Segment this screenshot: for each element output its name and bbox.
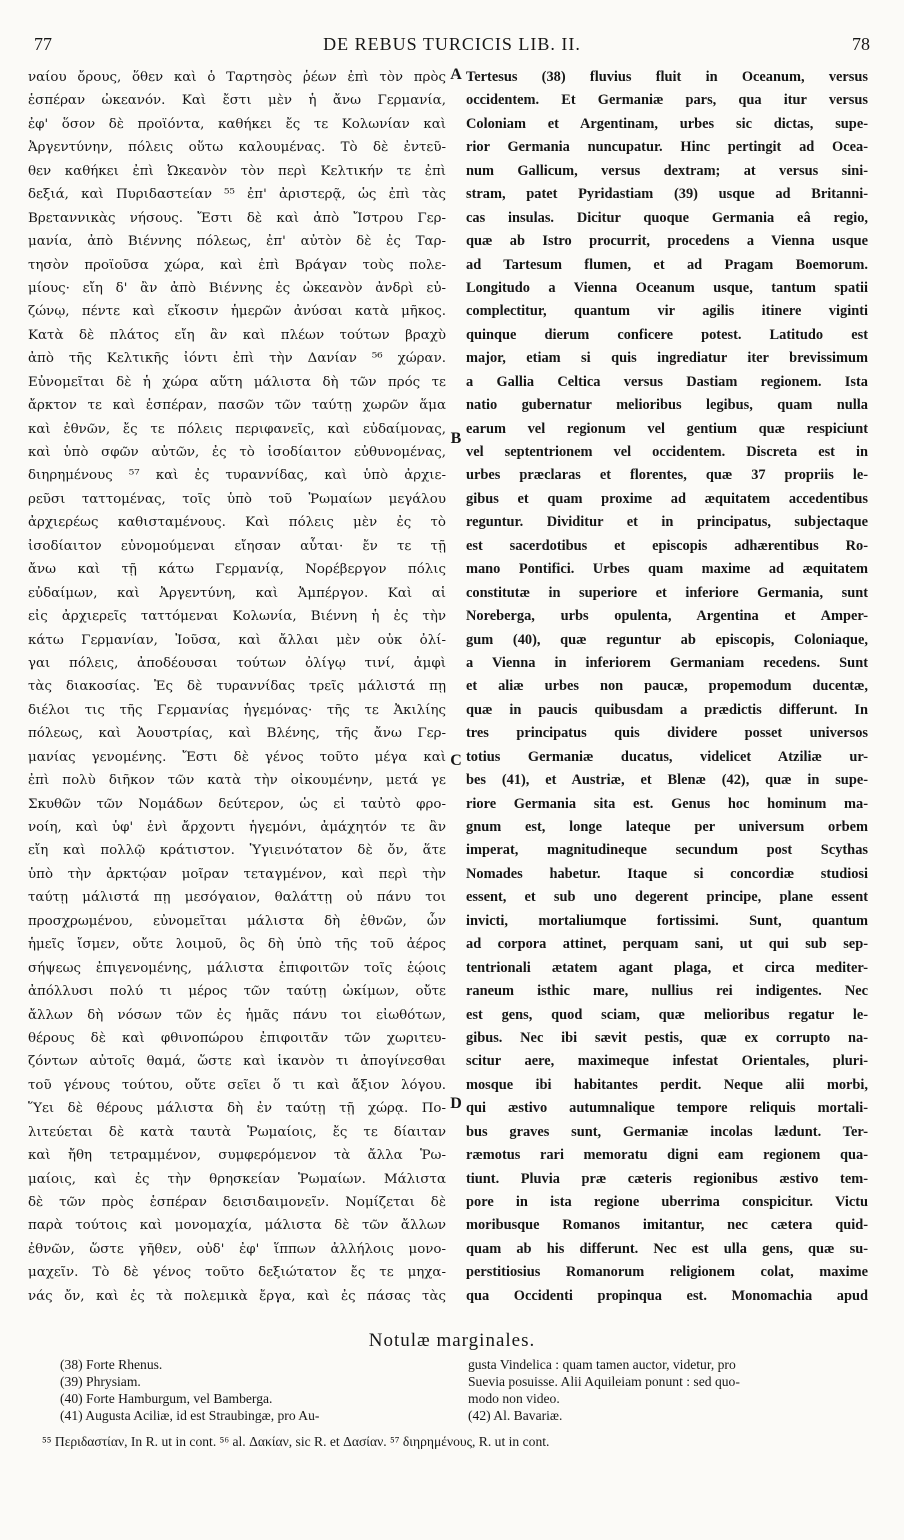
latin-text-line: raneum isthic mare, nullius rei indigentes. Nec (466, 983, 868, 1000)
greek-text-line: ζώνῳ, πέντε καὶ εἴκοσιν ἡμερῶν ἀνύσαι κατὰ μῆκος. (28, 304, 446, 320)
greek-text-line: νοίη, καὶ ὑφ' ἑνὶ ἄρχοντι ἡγεμόνι, ἀμάχητόν τε ἂν (28, 820, 446, 835)
latin-text-line: qua Occidenti propinqua est. Monomachia apud (466, 1287, 868, 1304)
marginal-note-line: modo non video. (468, 1391, 560, 1406)
greek-text-line: ἐθνῶν, ὥστε γῆθεν, οὐδ' ἐφ' ἵππων ἀλλήλοις μονο- (28, 1241, 446, 1257)
greek-text-line: ζόντων αὐτοῖς θαμά, ὥστε καὶ ἱκανὸν τι ἀπογίνεσθαι (28, 1054, 446, 1070)
greek-text-line: μαίοις, καὶ ἐς τὴν θρησκείαν Ῥωμαίων. Μάλιστα (28, 1171, 446, 1187)
greek-text-line: Σκυθῶν τῶν Νομάδων δεύτερον, ὡς εἰ ταὐτὸ φρο- (28, 796, 446, 812)
greek-text-line: Ὕει δὲ θέρους μάλιστα δὴ ἐν ταύτῃ τῇ χώρᾳ. Πο- (28, 1101, 446, 1117)
latin-text-line: constitutæ in superiore et inferiore Germania, sunt (466, 584, 868, 601)
latin-text-line: earum vel regionum vel gentium quæ respiciunt (466, 420, 868, 437)
latin-text-line: rior Germania nuncupatur. Hinc pertingit ad Ocea- (466, 139, 868, 156)
footnote-line: ⁵⁵ Περιδαστίαν, In R. ut in cont. ⁵⁶ al. Δακίαν, sic R. et Δασίαν. ⁵⁷ διηρημένους, R. ut in cont. (42, 1434, 550, 1449)
greek-text-line: πόλεως, καὶ Ἀουστρίας, καὶ Βλένης, τῆς ἄνω Γερ- (28, 726, 446, 742)
latin-text-line: complectitur, quantum vir agilis itinere viginti (466, 303, 868, 320)
marginal-note-line: (42) Al. Bavariæ. (468, 1408, 563, 1423)
latin-text-line: gnum est, longe lateque per universum orbem (466, 819, 868, 835)
latin-text-line: scitur aere, maximeque infestat Orientales, pluri- (466, 1053, 868, 1070)
greek-text-line: προσχρωμένου, εὐνομεῖται μάλιστα δὴ ἐθνῶν, ὧν (28, 913, 446, 929)
latin-text-line: bus graves sunt, Germaniæ incolas lædunt. Ter- (466, 1123, 868, 1140)
page-number-left: 77 (34, 34, 52, 54)
latin-text-line: urbes præclaras et florentes, quæ 37 propriis le- (466, 467, 868, 484)
latin-text-line: stram, patet Pyridastiam (39) usque ad Britanni- (466, 186, 868, 203)
latin-text-line: Tertesus (38) fluvius fluit in Oceanum, versus (466, 69, 868, 85)
greek-text-line: ἀπόλλυσι πολύ τι μέρος τῶν ταύτῃ ὠκίμων, οὔτε (28, 984, 446, 1000)
greek-text-line: δὲ τῶν πρὸς ἑσπέραν δεισιδαιμονεῖν. Νομίζεται δὲ (28, 1195, 446, 1210)
latin-text-line: perstitiosius Romanorum religionem colat, maxime (466, 1264, 868, 1281)
latin-text-line: moribusque Romanos imitantur, nec cætera quid- (466, 1217, 868, 1234)
latin-text-line: cas insulas. Dicitur quoque Germania eâ regio, (466, 209, 868, 226)
latin-text-line: qui æstivo autumnalique tempore reliquis mortali- (466, 1100, 868, 1117)
greek-text-line: μαχεῖν. Τὸ δὲ γένος τοῦτο δεξιώτατον ἔς τε μηχα- (28, 1265, 446, 1281)
greek-text-line: δεξιά, καὶ Πυριδαστείαν ⁵⁵ ἐπ' ἀριστερᾷ, ὡς ἐπὶ τὰς (28, 187, 446, 203)
latin-text-line: gibus. Nec ibi sævit pestis, quæ ex corrupto na- (466, 1029, 868, 1046)
greek-text-line: ρεῦσι ταττομένας, τοῖς ὑπὸ τοῦ Ῥωμαίων μεγάλου (28, 491, 446, 507)
notes-right-column (468, 1356, 868, 1424)
greek-text-line: Κατὰ δὲ πλάτος εἴη ἂν καὶ πλέων τούτων βραχὺ (28, 327, 446, 343)
latin-text-line: gum (40), quæ reguntur ab episcopis, Coloniaque, (466, 631, 868, 648)
marginal-note-line: Suevia posuisse. Alii Aquileiam ponunt : sed quo- (468, 1374, 740, 1389)
greek-text-line: σήψεως ἐπιγενομένης, μάλιστα ἐπιφοιτῶν τοῖς ἑῴοις (28, 960, 446, 976)
greek-text-line: ἐφ' ὅσον δὲ προϊόντα, καθήκει ἔς τε Κολωνίαν καὶ (28, 116, 446, 132)
greek-text-line: διηρημένους ⁵⁷ καὶ ἐς τυραννίδας, καὶ ὑπὸ ἀρχιε- (28, 468, 446, 484)
greek-text-line: θέρους δὲ καὶ φθινοπώρου ἐπιφοιτᾶν τῶν χωριτευ- (28, 1030, 446, 1046)
greek-text-line: μανίας γενομένης. Ἔστι δὲ γένος τοῦτο μέγα καὶ (28, 749, 446, 765)
latin-text-line: imperat, magnitudineque secundum post Scythas (466, 842, 868, 859)
greek-text-line: καὶ ἤθη τετραμμένον, συμφερόμενον τὰ ἄλλα Ῥω- (28, 1148, 446, 1164)
latin-text-line: natio gubernatur melioribus legibus, quam nulla (466, 397, 868, 414)
greek-text-line: ταύτῃ μάλιστά πῃ μεσόγαιον, θαλάττῃ οὐ πάνυ τοι (28, 890, 446, 906)
latin-text-line: quinque dierum conficere potest. Latitudo est (466, 326, 868, 343)
greek-text-column (28, 66, 446, 1332)
latin-text-line: ræmotus rari memoratu digni eam regionem qua- (466, 1147, 868, 1164)
greek-text-line: εἰς ἀρχιερεῖς ταττόμεναι Κολωνία, Βιέννη ἡ ἐς τὴν (28, 609, 446, 625)
latin-text-line: et aliæ urbes non paucæ, propemodum ducentæ, (466, 678, 868, 695)
latin-text-line: tiunt. Pluvia præ cæteris regionibus æstivo tem- (466, 1170, 868, 1187)
latin-text-line: pore in ista regione uberrima conspicitur. Victu (466, 1194, 868, 1210)
greek-text-line: τοῦ γένους τούτου, οὔτε σεῖει ὅ τι καὶ ἄξιον λόγου. (28, 1077, 446, 1093)
greek-text-line: ἀρχιερέως καθισταμένους. Καὶ πόλεις μὲν ἐς τὸ (28, 515, 446, 531)
running-title: DE REBUS TURCICIS LIB. II. (323, 34, 581, 54)
greek-text-line: ὑπὸ τὴν ἀρκτῴαν μοῖραν τεταγμένον, καὶ περὶ τὴν (28, 866, 446, 882)
latin-text-line: est sacerdotibus et episcopis adhærentibus Ro- (466, 537, 868, 554)
greek-text-line: ἄλλων δὴ νόσων τῶν ἐς ἡμᾶς πάνυ τοι εἰωθότων, (28, 1007, 446, 1023)
greek-text-line: τησὸν προϊοῦσα χώρα, καὶ ἐπὶ Βράγαν τοὺς πολε- (28, 257, 446, 273)
greek-text-line: καὶ ὑπὸ σφῶν αὐτῶν, ἐς τὸ ἰσοδίαιτον εὐθυνομένας, (28, 445, 446, 460)
marginal-note-line: (41) Augusta Aciliæ, id est Straubingæ, pro Au- (60, 1408, 320, 1423)
latin-text-line: major, etiam si quis ingrediatur iter brevissimum (466, 350, 868, 367)
greek-text-line: τὰς διακοσίας. Ἐς δὲ τυραννίδας τρεῖς μάλιστά πῃ (28, 679, 446, 695)
margin-letter-c: C (450, 752, 462, 769)
marginal-note-line: gusta Vindelica : quam tamen auctor, videtur, pro (468, 1357, 736, 1372)
greek-text-line: ἡμεῖς ἴσμεν, οὔτε λοιμοῦ, ὃς δὴ ὑπὸ τῆς τοῦ ἀέρος (28, 937, 446, 953)
greek-text-line: ἀπὸ τῆς Κελτικῆς ἰόντι ἐπὶ τὴν Δανίαν ⁵⁶ χώραν. (28, 351, 446, 367)
latin-text-line: mano Pontifici. Urbes quam maxime ad æquitatem (466, 561, 868, 578)
latin-text-line: ad Tartesum flumen, et ad Pragam Boemorum. (466, 256, 868, 273)
latin-text-line: quæ in paucis quibusdam a prædictis differunt. In (466, 701, 868, 718)
marginal-note-line: (38) Forte Rhenus. (60, 1357, 163, 1372)
latin-text-line: essent, et sub uno degerent principe, plane essent (466, 889, 868, 906)
greek-text-line: παρὰ τούτοις καὶ μονομαχία, μάλιστα δὲ τῶν ἄλλων (28, 1218, 446, 1234)
latin-text-line: riore Germania sita est. Genus hoc hominum ma- (466, 795, 868, 812)
greek-text-line: γαι πόλεις, ἀποδέουσαι τούτων ὀλίγῳ τινί, ἀμφὶ (28, 655, 446, 671)
notes-title: Notulæ marginales. (368, 1330, 536, 1351)
greek-text-line: εὐδαίμων, καὶ Ἀργεντύνη, καὶ Ἀμπέργον. Καὶ αἱ (28, 585, 446, 601)
latin-text-line: est gens, quod sciam, quæ melioribus regatur le- (466, 1006, 868, 1023)
latin-text-line: bes (41), et Austriæ, et Blenæ (42), quæ in supe- (466, 772, 868, 789)
latin-text-line: a Gallia Celtica versus Dastiam regionem. Ista (466, 373, 868, 390)
notes-left-column (60, 1356, 464, 1424)
latin-text-line: reguntur. Dividitur et in principatus, subjectaque (466, 514, 868, 531)
latin-text-line: a Vienna in inferiorem Germaniam recedens. Sunt (466, 654, 868, 671)
latin-text-line: quæ ab Istro procurrit, procedens a Vienna usque (466, 233, 868, 250)
latin-text-line: invicti, mortaliumque fortissimi. Sunt, quantum (466, 912, 868, 929)
latin-text-line: gibus et quam proxime ad æquitatem accedentibus (466, 490, 868, 507)
greek-text-line: ναίου ὄρους, ὅθεν καὶ ὁ Ταρτησὸς ῥέων ἐπὶ τὸν πρὸς (28, 70, 446, 85)
greek-text-line: Βρεταννικὰς νήσους. Ἔστι δὲ καὶ ἀπὸ Ἴστρου Γερ- (28, 210, 446, 226)
latin-text-column (466, 66, 868, 1332)
greek-text-line: ἄρκτον τε καὶ ἑσπέραν, πασῶν τῶν ταύτῃ χωρῶν ἅμα (28, 398, 446, 414)
greek-text-line: Εὐνομεῖται δὲ ἡ χώρα αὕτη μάλιστα δὴ τῶν πρός τε (28, 374, 446, 390)
greek-text-line: νάς ὄν, καὶ ἐς τὰ πολεμικὰ ἔργα, καὶ ἐς πάσας τὰς (28, 1288, 446, 1304)
latin-text-line: totius Germaniæ ducatus, videlicet Atziliæ ur- (466, 748, 868, 765)
greek-text-line: ἰσοδίαιτον εὐνομούμεναι εἴησαν αὗται· ἔν τε τῇ (28, 538, 446, 554)
greek-text-line: ἑσπέραν ὠκεανόν. Καὶ ἔστι μὲν ἡ ἄνω Γερμανία, (28, 93, 446, 109)
marginal-note-line: (39) Phrysiam. (60, 1374, 141, 1389)
latin-text-line: ad corpora attinet, perquam sani, ut qui sub sep- (466, 936, 868, 953)
greek-text-line: εἴη καὶ πολλῷ κράτιστον. Ὑγιεινότατον δὲ ὄν, ἅτε (28, 843, 446, 859)
greek-text-line: μίους· εἴη δ' ἂν ἀπὸ Βιέννης ἐς ὠκεανὸν ἀνδρὶ εὐ- (28, 280, 446, 296)
latin-text-line: occidentem. Et Germaniæ pars, qua itur versus (466, 92, 868, 109)
greek-text-line: θεν καθήκει ἐπὶ Ὠκεανὸν τὸν περὶ Κελτικήν τε ἐπὶ (28, 163, 446, 179)
latin-text-line: mosque ibi habitantes perdit. Neque alii morbi, (466, 1076, 868, 1093)
latin-text-line: num Gallicum, versus dextram; at versus sini- (466, 162, 868, 179)
latin-text-line: Coloniam et Argentinam, urbes sic dictas, supe- (466, 115, 868, 132)
greek-text-line: καὶ ἐθνῶν, ἔς τε πόλεις περιφανεῖς, καὶ εὐδαίμονας, (28, 421, 446, 437)
greek-text-line: ἐπὶ πολὺ διῆκον τῶν κατὰ τὴν οἰκουμένην, μετά γε (28, 773, 446, 789)
latin-text-line: Longitudo a Vienna Oceanum usque, tantum spatii (466, 279, 868, 296)
greek-text-line: διέλοι τις τῆς Γερμανίας ἡγεμόνας· τῆς τε Ἀκιλίης (28, 702, 446, 718)
latin-text-line: tres principatus quis dividere posset universos (466, 725, 868, 742)
page-number-right: 78 (852, 34, 870, 54)
greek-text-line: μανία, ἀπὸ Βιέννης πόλεως, ἐπ' αὐτὸν δὲ ἐς Ταρ- (28, 234, 446, 250)
latin-text-line: Noreberga, urbs opulenta, Argentina et Amper- (466, 608, 868, 625)
running-header (34, 34, 870, 64)
latin-text-line: vel septentrionem vel occidentem. Discreta est in (466, 444, 868, 460)
margin-letter-b: B (450, 430, 462, 447)
margin-letter-a: A (450, 66, 462, 83)
latin-text-line: quam ab his differunt. Nec est ulla gens, quæ su- (466, 1240, 868, 1257)
greek-text-line: λιτεύεται δὲ κατὰ ταυτὰ Ῥωμαίοις, ἔς τε δίαιταν (28, 1124, 446, 1140)
greek-text-line: Ἀργεντύνην, πόλεις οὕτω καλουμένας. Τὸ δὲ ἐντεῦ- (28, 140, 446, 156)
latin-text-line: tentrionali ætatem agant plaga, et circa mediter- (466, 959, 868, 976)
marginal-note-line: (40) Forte Hamburgum, vel Bamberga. (60, 1391, 273, 1406)
greek-text-line: κάτω Γερμανίαν, Ἰοῦσα, καὶ ἄλλαι μὲν οὐκ ὀλί- (28, 632, 446, 648)
margin-letter-d: D (450, 1095, 462, 1112)
latin-text-line: Nomades habetur. Itaque si concordiæ studiosi (466, 865, 868, 882)
greek-text-line: ἄνω καὶ τῇ κάτω Γερμανίᾳ, Νορέβεργον πόλις (28, 562, 446, 578)
